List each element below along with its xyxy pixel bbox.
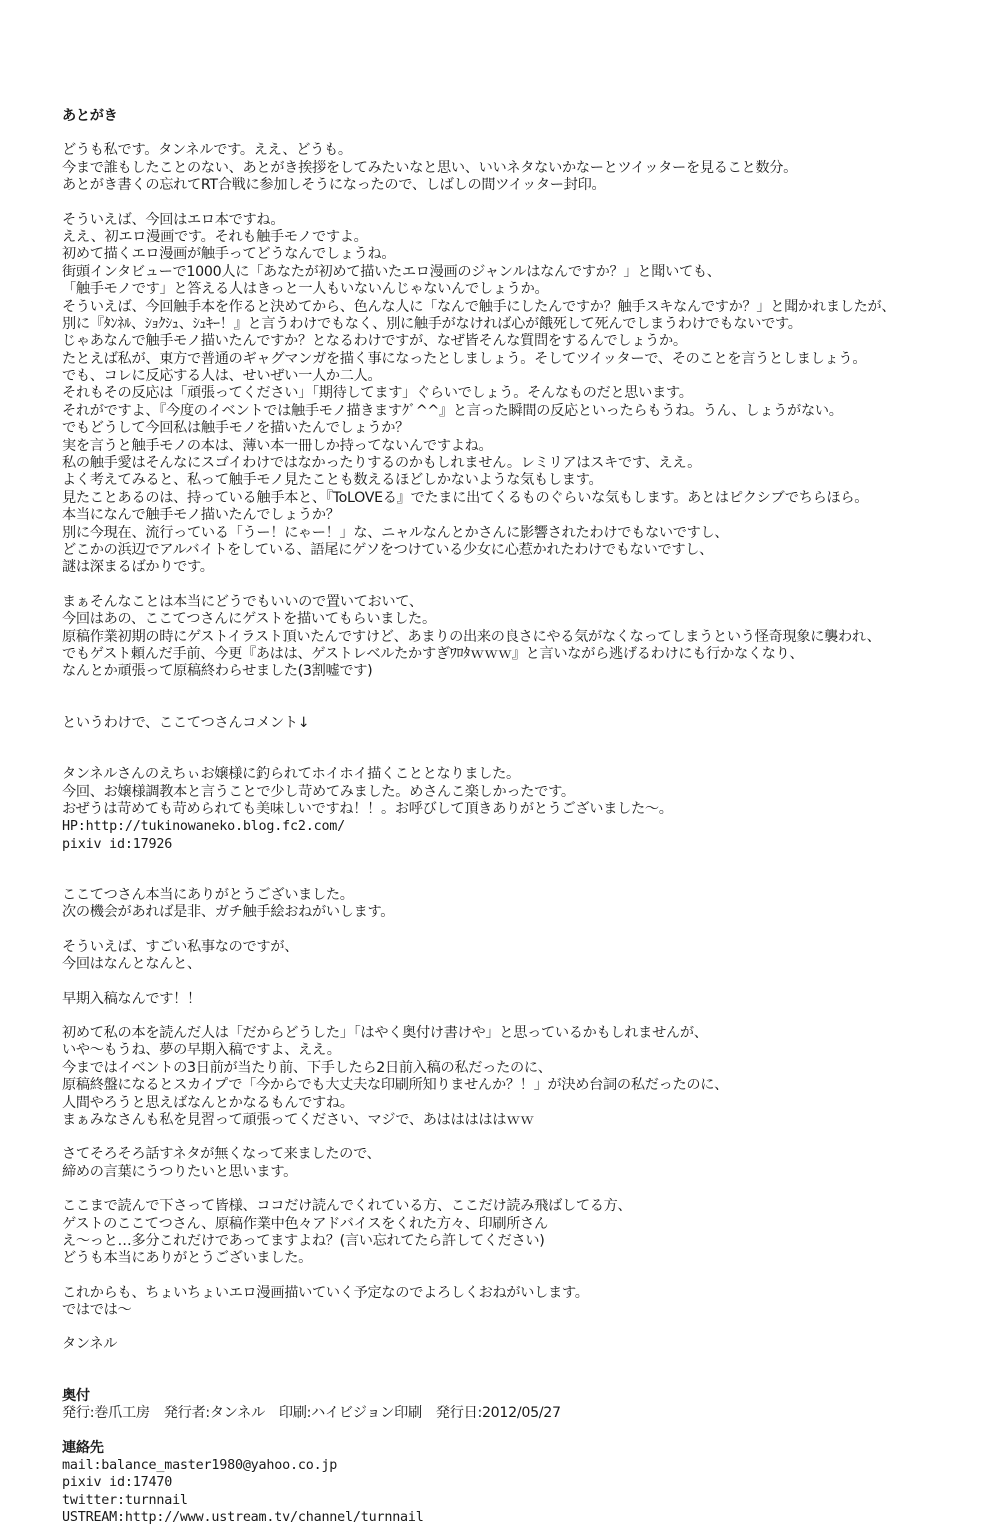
closing-line: どうも本当にありがとうございました。 (62, 1250, 312, 1267)
body-line: 見たことあるのは、持っている触手本と、『ToLOVEる』でたまに出てくるものぐらいな気もします。あとはピクシブでちらほら。 (62, 489, 869, 506)
body-line: 初めて描くエロ漫画が触手ってどうなんでしょうね。 (62, 246, 396, 263)
guest-intro-line: 原稿作業初期の時にゲストイラスト頂いたんですけど、あまりの出来の良さにやる気がなくなってしまうという怪奇現象に襲われ、 (62, 628, 881, 645)
body-line: どこかの浜辺でアルバイトをしている、語尾にゲソをつけている少女に心惹かれたわけでもないですし、 (62, 541, 714, 558)
body-line: 本当になんで触手モノ描いたんでしょうか？ (62, 507, 340, 524)
body-line: でもどうして今回私は触手モノを描いたんでしょうか？ (62, 420, 410, 437)
early-body-line: 今まではイベントの3日前が当たり前、下手したら2日前入稿の私だったのに、 (62, 1059, 552, 1076)
guest-intro-line: まぁそんなことは本当にどうでもいいので置いておいて、 (62, 593, 423, 610)
afterword-title: あとがき (62, 108, 118, 124)
guest-homepage-link: HP:http://tukinowaneko.blog.fc2.com/ (62, 819, 346, 835)
personal-line: 今回はなんとなんと、 (62, 956, 201, 973)
early-submission-line: 早期入稿なんです！！ (62, 990, 201, 1007)
body-line: じゃあなんで触手モノ描いたんですか？となるわけですが、なぜ皆そんな質問をするんでしょうか。 (62, 333, 687, 350)
body-line: それもその反応は「頑張ってください」「期待してます」ぐらいでしょう。そんなものだと思います。 (62, 385, 693, 402)
guest-intro-line: 今回はあの、ここてつさんにゲストを描いてもらいました。 (62, 611, 436, 628)
body-line: そういえば、今回はエロ本ですね。 (62, 211, 285, 228)
early-body-line: 原稿終盤になるとスカイプで「今からでも大丈夫な印刷所知りませんか？！」が決め台詞の私だったのに、 (62, 1077, 729, 1094)
closing-line: ゲストのここてつさん、原稿作業中色々アドバイスをくれた方々、印刷所さん (62, 1215, 548, 1232)
body-line: 別に今現在、流行っている「うー！にゃー！」な、ニャルなんとかさんに影響されたわけでもないですし、 (62, 524, 729, 541)
body-line: そういえば、今回触手本を作ると決めてから、色んな人に「なんで触手にしたんですか？触手スキなんですか？」と聞かれましたが、 (62, 298, 896, 315)
colophon-title: 奥付 (62, 1387, 90, 1404)
body-line: 私の触手愛はそんなにスゴイわけではなかったりするのかもしれません。レミリアはスキです、ええ。 (62, 455, 701, 472)
closing-line: え〜っと…多分これだけであってますよね？(言い忘れてたら許してください) (62, 1232, 545, 1249)
intro-line: 今まで誰もしたことのない、あとがき挨拶をしてみたいなと思い、いいネタないかなーとツイッターを見ること数分。 (62, 159, 798, 176)
body-line: 街頭インタビューで1000人に「あなたが初めて描いたエロ漫画のジャンルはなんですか？」と聞いても、 (62, 263, 721, 280)
body-line: ええ、初エロ漫画です。それも触手モノですよ。 (62, 228, 368, 245)
guest-comment-line: タンネルさんのえちぃお嬢様に釣られてホイホイ描くこととなりました。 (62, 766, 520, 783)
intro-line: どうも私です。タンネルです。ええ、どうも。 (62, 142, 352, 159)
body-line: 謎は深まるばかりです。 (62, 559, 214, 576)
closing-intro-line: さてそろそろ話すネタが無くなって来ましたので、 (62, 1146, 381, 1163)
contact-pixiv: pixiv id:17470 (62, 1475, 173, 1491)
body-line: でも、コレに反応する人は、せいぜい一人か二人。 (62, 368, 382, 385)
body-line: たとえば私が、東方で普通のギャグマンガを描く事になったとしましょう。そしてツイッターで、そのことを言うとしましょう。 (62, 350, 867, 367)
early-body-line: いや〜もうね、夢の早期入稿ですよ、ええ。 (62, 1042, 341, 1059)
thanks-line: 次の機会があれば是非、ガチ触手絵おねがいします。 (62, 904, 395, 921)
thanks-line: ここてつさん本当にありがとうございました。 (62, 887, 354, 904)
guest-intro-line: なんとか頑張って原稿終わらせました(3割嘘です) (62, 663, 373, 680)
body-line: 「触手モノです」と答える人はきっと一人もいないんじゃないんでしょうか。 (62, 281, 549, 298)
contact-twitter: twitter:turnnail (62, 1492, 188, 1508)
colophon-details: 発行:巻爪工房 発行者:タンネル 印刷:ハイビジョン印刷 発行日:2012/05/27 (62, 1405, 561, 1422)
guest-comment-lead: というわけで、ここてつさんコメント↓ (62, 714, 310, 731)
closing-intro-line: 締めの言葉にうつりたいと思います。 (62, 1163, 297, 1180)
closing-line: ここまで読んで下さって皆様、ココだけ読んでくれている方、ここだけ読み飛ばしてる方、 (62, 1198, 632, 1215)
early-body-line: 人間やろうと思えばなんとかなるもんですね。 (62, 1094, 354, 1111)
body-line: 実を言うと触手モノの本は、薄い本一冊しか持ってないんですよね。 (62, 437, 493, 454)
body-line: よく考えてみると、私って触手モノ見たことも数えるほどしかないような気もします。 (62, 472, 603, 489)
guest-pixiv-id: pixiv id:17926 (62, 836, 173, 852)
body-line: それがですよ、『今度のイベントでは触手モノ描きますｸﾞ^^』と言った瞬間の反応といったらもうね。うん、しょうがない。 (62, 402, 843, 419)
contact-mail: mail:balance_master1980@yahoo.co.jp (62, 1458, 338, 1474)
author-signature: タンネル (62, 1336, 118, 1353)
personal-line: そういえば、すごい私事なのですが、 (62, 938, 299, 955)
afterword-page (62, 108, 962, 1527)
body-line: 別に『ﾀﾝﾈﾙ、ｼｮｸｼｭ、ｼｭｷｰ！』と言うわけでもなく、別に触手がなければ心が餓死して死んでしまうわけでもないです。 (62, 315, 802, 332)
contact-title: 連絡先 (62, 1439, 104, 1456)
guest-comment-line: 今回、お嬢様調教本と言うことで少し苛めてみました。めさんこ楽しかったです。 (62, 783, 575, 800)
contact-ustream: USTREAM:http://www.ustream.tv/channel/turnnail (62, 1510, 424, 1526)
guest-comment-line: おぜうは苛めても苛められても美味しいですね！！。お呼びして頂きありがとうございました〜。 (62, 800, 673, 817)
early-body-line: まぁみなさんも私を見習って頑張ってください、マジで、あはははははｗｗ (62, 1111, 534, 1128)
early-body-line: 初めて私の本を読んだ人は「だからどうした」「はやく奥付け書けや」と思っているかもしれませんが、 (62, 1025, 708, 1042)
intro-line: あとがき書くの忘れてRT合戦に参加しそうになったので、しばしの間ツイッター封印。 (62, 177, 606, 194)
farewell-line: ではでは〜 (62, 1302, 132, 1319)
guest-intro-line: でもゲスト頼んだ手前、今更『あはは、ゲストレベルたかすぎﾜﾛﾀｗｗｗ』と言いながら逃げるわけにも行かなくなり、 (62, 645, 804, 662)
farewell-line: これからも、ちょいちょいエロ漫画描いていく予定なのでよろしくおねがいします。 (62, 1284, 589, 1301)
